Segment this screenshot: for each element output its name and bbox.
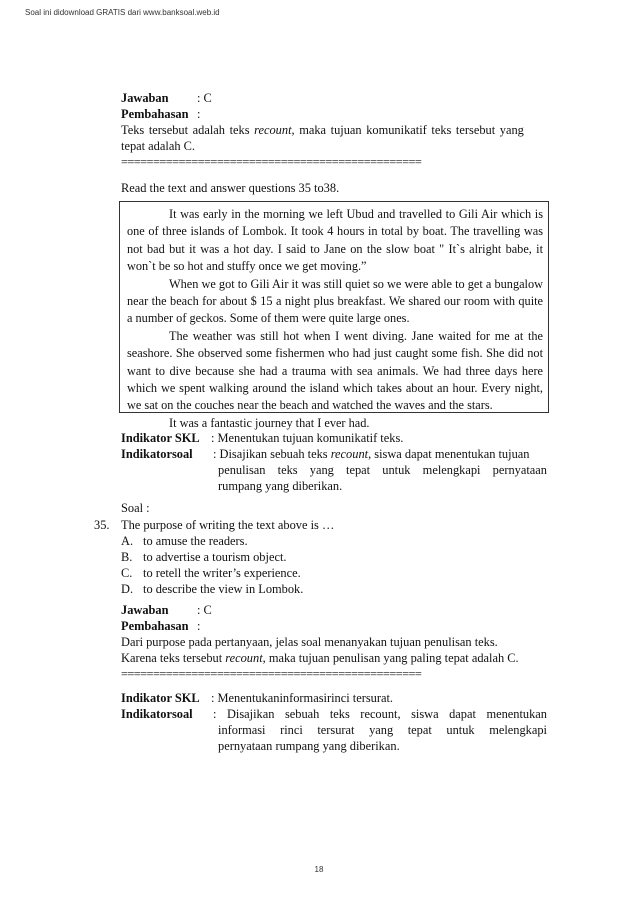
question-stem: The purpose of writing the text above is … (121, 518, 335, 532)
answer-block-2 (121, 602, 547, 682)
story-paragraph-4: It was a fantastic journey that I ever had. (169, 415, 370, 430)
page-number: 18 (314, 865, 324, 874)
indicator-skl-label: Indikator SKL (121, 431, 200, 445)
answer-label: Jawaban (121, 91, 169, 105)
question-block (121, 517, 547, 597)
answer-value: : C (197, 603, 212, 617)
indicator-soal-text: : Disajikan sebuah teks recount, siswa dapat menentukan tujuan (213, 447, 530, 461)
indicator-skl-text: : Menentukaninformasirinci tersurat. (211, 691, 394, 705)
reading-text (127, 206, 543, 432)
question-number: 35. (94, 518, 110, 532)
answer-label: Jawaban (121, 603, 169, 617)
question-soal-label: Soal : (121, 501, 150, 515)
indicator-soal-cont-2: rumpang yang diberikan. (218, 479, 343, 493)
indicator-soal-label: Indikatorsoal (121, 447, 193, 461)
page-header: Soal ini didownload GRATIS dari www.banksoal.web.id (25, 8, 220, 17)
discussion-text-cont: tepat adalah C. (121, 139, 195, 153)
option-b: B. to advertise a tourism object. (121, 550, 287, 564)
story-paragraph-2: When we got to Gili Air it was still quiet so we were able to get a bungalow near the beach for about $ 15 a night plus breakfast. We shared our room with quite a number of geckos. Some of them were quite large ones. (127, 276, 543, 326)
separator: =============================================== (121, 155, 422, 169)
indicator-soal-cont-2: pernyataan rumpang yang diberikan. (218, 739, 400, 753)
indicator-block-2 (121, 690, 547, 754)
story-paragraph-1: It was early in the morning we left Ubud and travelled to Gili Air which is one of three islands of Lombok. It took 4 hours in total by boat. The travelling was not bad but it was a hot day. I said to Jane on the slow boat " It`s alright babe, it won`t be so hot and stuffy once we get moving.” (127, 207, 543, 274)
indicator-block-1 (121, 430, 547, 494)
answer-block-top (121, 90, 547, 170)
indicator-skl-text: : Menentukan tujuan komunikatif teks. (211, 431, 404, 445)
indicator-soal-label: Indikatorsoal (121, 707, 193, 721)
discussion-label: Pembahasan (121, 107, 189, 121)
story-paragraph-3: The weather was still hot when I went diving. Jane waited for me at the seashore. She observed some fishermen who had just caught some fish. She did not want to dive because she had a trauma with sea animals. We had three days here which we spent walking around the island which takes about an hour. Every night, we sat on the couches near the beach and watched the waves and the stars. (127, 328, 543, 413)
option-a: A. to amuse the readers. (121, 534, 248, 548)
discussion-colon: : (197, 107, 201, 121)
instruction: Read the text and answer questions 35 to38. (121, 181, 340, 195)
answer-value: : C (197, 91, 212, 105)
discussion-text: Teks tersebut adalah teks recount, maka tujuan komunikatif teks tersebut yang (121, 123, 524, 137)
option-c: C. to retell the writer’s experience. (121, 566, 301, 580)
indicator-skl-label: Indikator SKL (121, 691, 200, 705)
indicator-soal-cont-1: informasi rinci tersurat yang tepat untuk melengkapi (218, 723, 547, 737)
discussion-text-cont: Karena teks tersebut recount, maka tujuan penulisan yang paling tepat adalah C. (121, 651, 519, 665)
discussion-colon: : (197, 619, 201, 633)
discussion-text: Dari purpose pada pertanyaan, jelas soal menanyakan tujuan penulisan teks. (121, 635, 498, 649)
indicator-soal-text: : Disajikan sebuah teks recount, siswa dapat menentukan (213, 707, 547, 721)
discussion-label: Pembahasan (121, 619, 189, 633)
separator: =============================================== (121, 667, 422, 681)
indicator-soal-cont-1: penulisan teks yang tepat untuk melengkapi pernyataan (218, 463, 547, 477)
option-d: D. to describe the view in Lombok. (121, 582, 304, 596)
